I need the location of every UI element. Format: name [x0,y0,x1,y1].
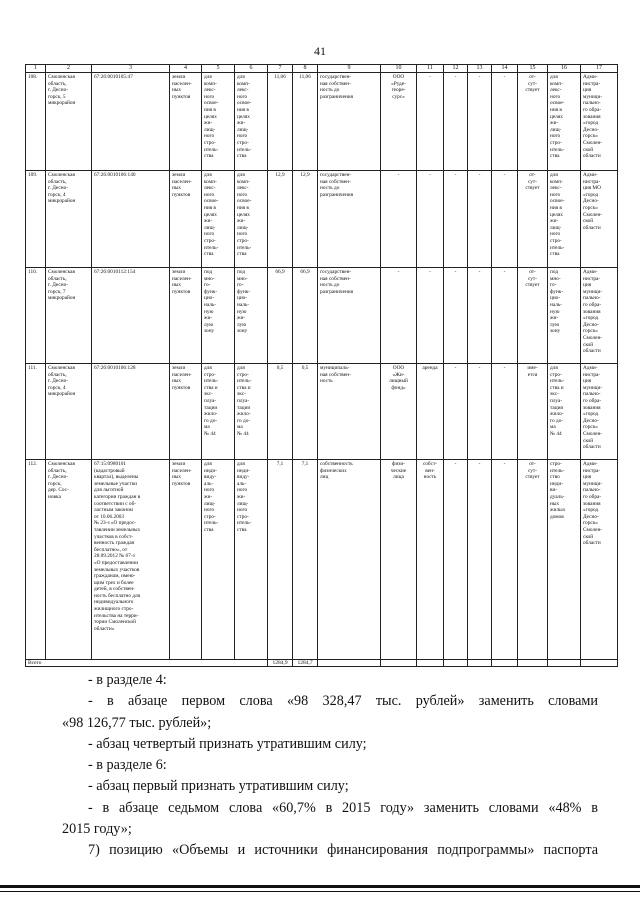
area-cell: 12,9 [268,171,293,268]
table-cell: - [492,171,518,268]
ownership-cell: муниципаль- ная собствен- ность [318,364,381,460]
holder-cell: - [381,268,417,364]
table-cell [381,660,417,667]
area-cell: 11,06 [293,73,318,171]
row-number: 110. [26,268,46,364]
table-cell [581,660,618,667]
row-number: 112. [26,460,46,660]
paragraph: - в разделе 6: [88,757,167,774]
column-number: 14 [492,65,518,73]
permitted-use-cell: для стро- итель- ства и экс- плуа- тации жило- го до- ма № 44 [202,364,235,460]
paragraph: - в разделе 4: [88,672,167,688]
table-cell: - [468,364,492,460]
cadastral-number-cell: 67:26:0010105:47 [92,73,170,171]
amendment-text [62,670,598,862]
table-cell: - [468,171,492,268]
authority-cell: Адми- нистра- ция муници- пально- го обра- зования «город Десно- горск» Смолен- ской области [581,460,618,660]
holder-cell: ООО «Руде- георе- сурс» [381,73,417,171]
authority-cell: Адми- нистра- ция муници- пально- го обра- зования «город Десно- горск» Смолен- ской области [581,73,618,171]
area-cell: 66,9 [293,268,318,364]
table-cell: - [444,460,468,660]
table-cell: - [444,171,468,268]
area-cell: 0,5 [293,364,318,460]
column-number: 8 [293,65,318,73]
area-cell: 12,9 [293,171,318,268]
bottom-rule [0,885,640,888]
purpose-cell: стро- итель- ство инди- ви- дуаль- ных жилых домов [548,460,581,660]
paragraph: 7) позицию «Объемы и источники финансирования подпрограммы» паспорта [88,842,598,859]
ownership-cell: государствен- ная собствен- ность до разграничения [318,171,381,268]
column-number: 15 [518,65,548,73]
table-cell: - [468,460,492,660]
authority-cell: Адми- нистра- ция МО «город Десно- горск» Смолен- ской области [581,171,618,268]
table-cell: - [492,73,518,171]
page-number: 41 [314,44,326,58]
right-type-cell: - [417,268,444,364]
table-cell [492,660,518,667]
right-type-cell: - [417,73,444,171]
total-area: 1284,9 [268,660,293,667]
column-number: 12 [444,65,468,73]
encumbrance-cell: от- сут- ствует [518,171,548,268]
actual-use-cell: для комп- лекс- ного освое- ния в целях жи- лищ- ного стро- итель- ства [235,73,268,171]
permitted-use-cell: для комп- лекс- ного освое- ния в целях жи- лищ- ного стро- итель- ства [202,171,235,268]
location-cell: Смоленская область, г. Десно- горск, дер. Сос- новка [46,460,92,660]
bottom-rule-thin [0,891,640,892]
row-number: 109. [26,171,46,268]
column-number: 1 [26,65,46,73]
row-number: 111. [26,364,46,460]
area-cell: 7,1 [293,460,318,660]
actual-use-cell: для комп- лекс- ного освое- ния в целях жи- лищ- ного стро- итель- ства [235,171,268,268]
location-cell: Смоленская область, г. Десно- горск, 5 микрорайон [46,73,92,171]
table-cell: - [444,364,468,460]
ownership-cell: государствен- ная собствен- ность до разграничения [318,73,381,171]
encumbrance-cell: от- сут- ствует [518,268,548,364]
ownership-cell: государствен- ная собствен- ность до разграничения [318,268,381,364]
table-row [26,460,618,660]
column-number: 2 [46,65,92,73]
encumbrance-cell: от- сут- ствует [518,460,548,660]
table-cell [444,660,468,667]
actual-use-cell: под мно- го- функ- цио- наль- ную жи- лую зону [235,268,268,364]
table-cell: - [444,268,468,364]
total-row [26,660,618,667]
column-number: 17 [581,65,618,73]
right-type-cell: собст- вен- ность [417,460,444,660]
table-cell [417,660,444,667]
table-cell [548,660,581,667]
paragraph: - в абзаце первом слова «98 328,47 тыс. рублей» заменить словами [88,693,598,710]
column-number: 13 [468,65,492,73]
land-category-cell: земли населен- ных пунктов [170,171,202,268]
table-cell: - [468,268,492,364]
land-category-cell: земли населен- ных пунктов [170,268,202,364]
holder-cell: - [381,171,417,268]
table-row [26,73,618,171]
table-cell [318,660,381,667]
column-number: 3 [92,65,170,73]
land-plots-table [25,64,618,667]
table-cell: - [444,73,468,171]
column-number: 9 [318,65,381,73]
area-cell: 0,5 [268,364,293,460]
column-number: 4 [170,65,202,73]
column-number: 7 [268,65,293,73]
location-cell: Смоленская область, г. Десно- горск, 4 микрорайон [46,364,92,460]
right-type-cell: - [417,171,444,268]
cadastral-number-cell: 67:15:0980101 (кадастровый квартал), выделены земельные участки для льготной категории граждан в соответствии с об- ластным законом от 10.06.2003 № 23-з «О предос- тавлении земельных участков в собст- венность граждан бесплатно», от 28.09.2012 № 67-з «О предоставлении земельных участков гражданам, имею- щим трех и более детей, в собствен- ность бесплатно для индивидуального жилищного стро- ительства на терри- тории Смоленской области» [92,460,170,660]
table-row [26,171,618,268]
authority-cell: Адми- нистра- ция муници- пально- го обра- зования «город Десно- горск» Смолен- ской области [581,364,618,460]
purpose-cell: для стро- итель- ства и экс- плуа- тации жило- го до- ма № 44 [548,364,581,460]
authority-cell: Адми- нистра- ция муници- пально- го обра- зования «город Десно- горск» Смолен- ской области [581,268,618,364]
land-category-cell: земли населен- ных пунктов [170,73,202,171]
column-number: 10 [381,65,417,73]
permitted-use-cell: для комп- лекс- ного освое- ния в целях жи- лищ- ного стро- итель- ства [202,73,235,171]
table-cell: - [468,73,492,171]
right-type-cell: аренда [417,364,444,460]
area-cell: 7,1 [268,460,293,660]
land-category-cell: земли населен- ных пунктов [170,460,202,660]
purpose-cell: для комп- лекс- ного освое- ния в целях жи- лищ- ного стро- итель- ства [548,73,581,171]
paragraph: «98 126,77 тыс. рублей»; [62,714,212,731]
location-cell: Смоленская область, г. Десно- горск, 7 микрорайон [46,268,92,364]
ownership-cell: собственность физических лиц [318,460,381,660]
land-category-cell: земли населен- ных пунктов [170,364,202,460]
total-area: 1284,7 [293,660,318,667]
column-number: 16 [548,65,581,73]
column-number-row [26,65,618,73]
cadastral-number-cell: 67:26:0010112:154 [92,268,170,364]
table-cell: - [492,460,518,660]
actual-use-cell: для стро- итель- ства и экс- плуа- тации жило- го до- ма № 44 [235,364,268,460]
purpose-cell: для комп- лекс- ного освое- ния в целях жи- лищ- ного стро- итель- ства [548,171,581,268]
total-label: Всего [26,660,268,667]
paragraph: - абзац первый признать утратившим силу; [88,778,349,795]
actual-use-cell: для инди- виду- аль- ного жи- лищ- ного стро- итель- ства [235,460,268,660]
table-cell: - [492,268,518,364]
permitted-use-cell: для инди- виду- аль- ного жи- лищ- ного стро- итель- ства [202,460,235,660]
cadastral-number-cell: 67:26:0010106:140 [92,171,170,268]
table-cell: - [492,364,518,460]
location-cell: Смоленская область, г. Десно- горск, 4 микрорайон [46,171,92,268]
column-number: 5 [202,65,235,73]
column-number: 11 [417,65,444,73]
table-cell [518,660,548,667]
encumbrance-cell: от- сут- ствует [518,73,548,171]
row-number: 108. [26,73,46,171]
cadastral-number-cell: 67:26:0010106:128 [92,364,170,460]
paragraph: - абзац четвертый признать утратившим силу; [88,735,367,752]
holder-cell: физи- ческие лица [381,460,417,660]
area-cell: 11,06 [268,73,293,171]
table-cell [468,660,492,667]
column-number: 6 [235,65,268,73]
table-row [26,364,618,460]
encumbrance-cell: име- ется [518,364,548,460]
paragraph: 2015 году»; [62,821,132,838]
paragraph: - в абзаце седьмом слова «60,7% в 2015 году» заменить словами «48% в [88,799,598,816]
area-cell: 66,9 [268,268,293,364]
holder-cell: ООО «Жи- лищный фонд» [381,364,417,460]
purpose-cell: под мно- го- функ- цио- наль- ную жи- лую зону [548,268,581,364]
table-row [26,268,618,364]
permitted-use-cell: под мно- го- функ- цио- наль- ную жи- лую зону [202,268,235,364]
